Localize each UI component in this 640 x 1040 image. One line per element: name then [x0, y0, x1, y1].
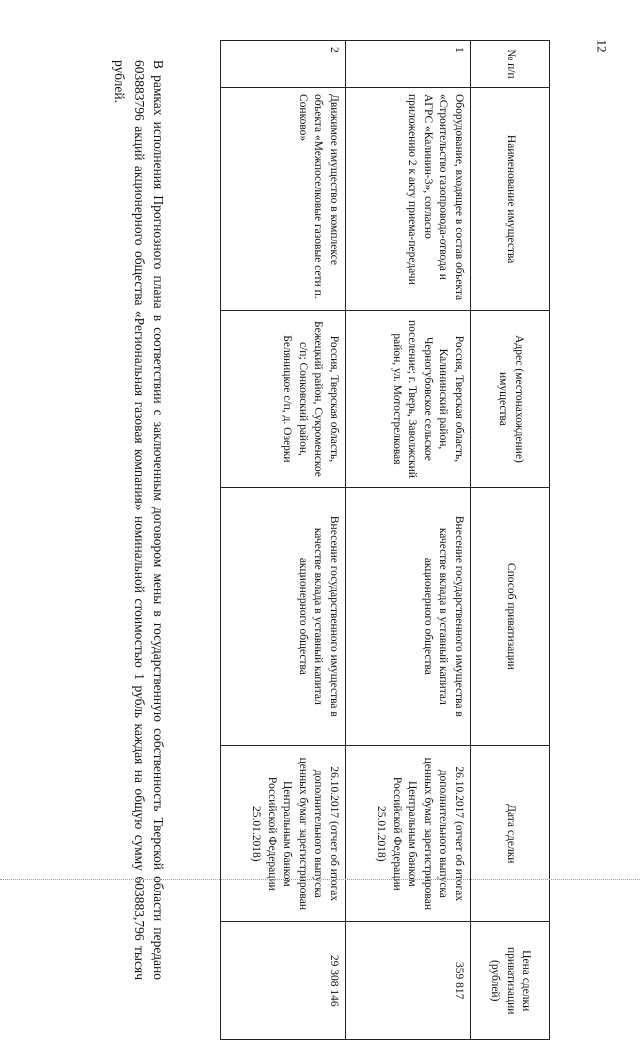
row-num: 2 [221, 41, 346, 88]
row-address: Россия, Тверская область, Калининский район, Черногубовское сельское поселение; г. Тверь, Заволжский район, ул. Мотострелковая [346, 311, 471, 487]
table-row [221, 41, 346, 1040]
row-price: 359 817 [346, 922, 471, 1040]
page-number: 12 [594, 39, 610, 53]
col-header-method: Способ приватизации [471, 487, 550, 746]
col-header-price: Цена сделки приватизации (рублей) [471, 922, 550, 1040]
col-header-address: Адрес (местонахождение) имущества [471, 311, 550, 487]
footnote-paragraph: В рамках исполнения Прогнозного плана в соответствии с заключенным договором мены в государственную собственность Тверской области передано 603883796 акций акционерного общества «Региональная газовая компания» номинальной стоимостью 1 рубль каждая на общую сумму 603883,796 тысяч рублей. [112, 60, 167, 980]
table-row [346, 41, 471, 1040]
row-address: Россия, Тверская область, Бежецкий район, Сукроменское с/п; Сонковский район, Беляницкое с/п, д. Озерки [221, 311, 346, 487]
row-method: Внесение государственного имущества в качестве вклада в уставный капитал акционерного общества [221, 487, 346, 746]
row-num: 1 [346, 41, 471, 88]
page-bottom-divider [0, 879, 640, 880]
rotated-page-content [85, 40, 550, 1040]
col-header-date: Дата сделки [471, 746, 550, 922]
row-price: 29 308 146 [221, 922, 346, 1040]
col-header-name: Наименование имущества [471, 88, 550, 311]
privatization-table [220, 40, 550, 1040]
col-header-num: № п/п [471, 41, 550, 88]
row-date: 26.10.2017 (отчет об итогах дополнительного выпуска ценных бумаг зарегистрирован Центральным банком Российской Федерации 25.01.2018) [221, 746, 346, 922]
row-name: Оборудование, входящее в состав объекта «Строительство газопровода-отвода и АГРС «Калинин-3», согласно приложению 2 к акту приема-передачи [346, 88, 471, 311]
row-name: Движимое имущество в комплексе объекта «Межпоселковые газовые сети п. Сонково» [221, 88, 346, 311]
row-date: 26.10.2017 (отчет об итогах дополнительного выпуска ценных бумаг зарегистрирован Центральным банком Российской Федерации 25.01.2018) [346, 746, 471, 922]
table-header-row [471, 41, 550, 1040]
row-method: Внесение государственного имущества в качестве вклада в уставный капитал акционерного общества [346, 487, 471, 746]
